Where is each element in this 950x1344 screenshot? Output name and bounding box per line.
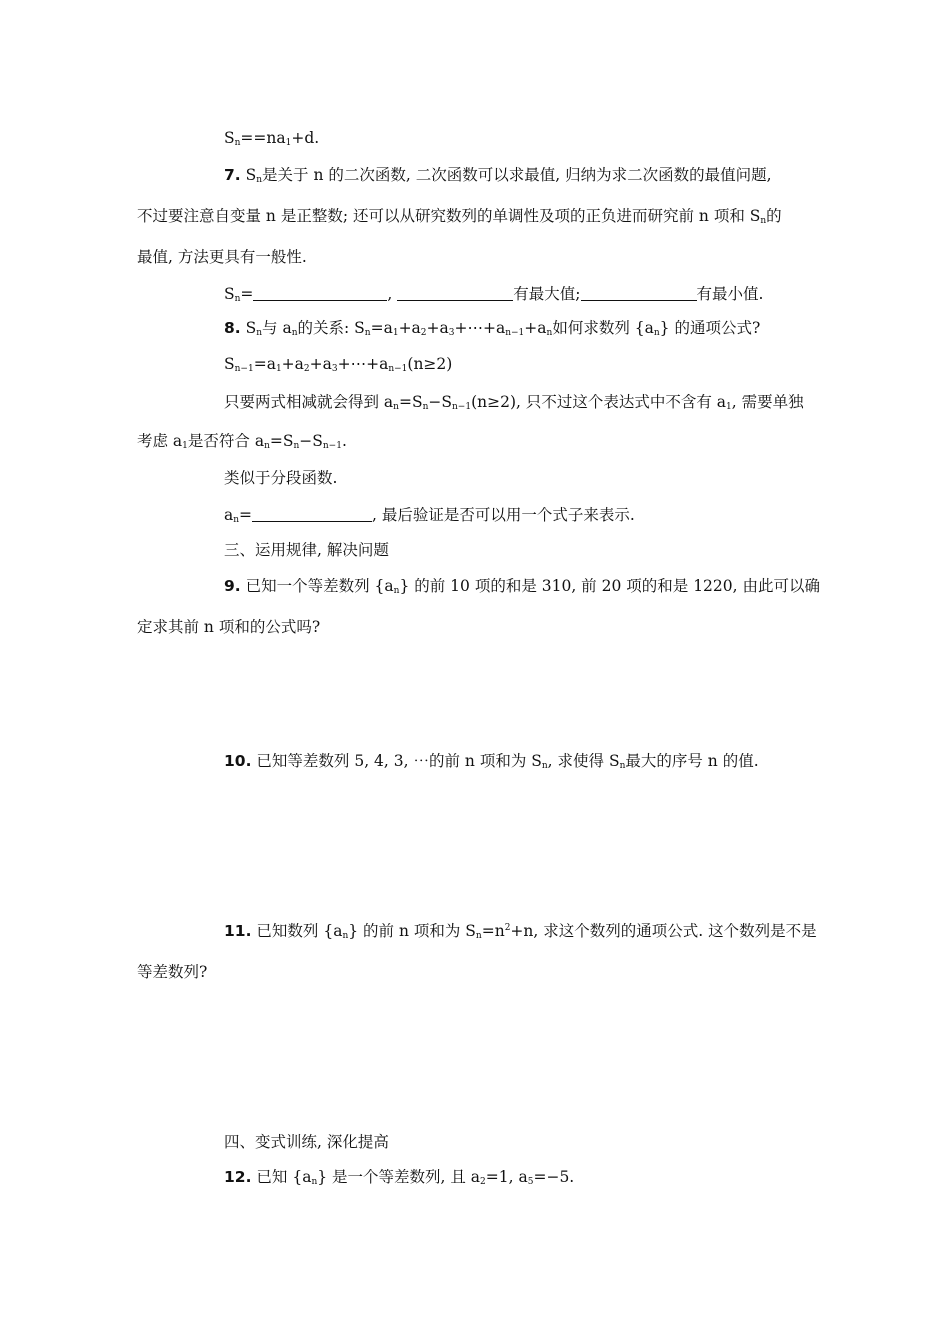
fill-in-sn-line: $S_n=$ , 有最大值; 有最小值.: [224, 285, 764, 304]
formula-sn-minus-1: $S_{n-1}=a_1+a_2+a_3+\cdots+a_{n-1}(n\ge 2)$: [224, 355, 453, 374]
question-9-line-2: 定求其前 n 项和的公式吗?: [137, 618, 321, 636]
question-number: 9.: [224, 577, 241, 595]
question-7-line-2: 不过要注意自变量 n 是正整数; 还可以从研究数列的单调性及项的正负进而研究前 n 项和 $S_n$的: [137, 207, 782, 226]
answer-blank[interactable]: [397, 286, 513, 301]
section-heading-3: 三、运用规律, 解决问题: [224, 541, 389, 559]
question-number: 8.: [224, 319, 241, 337]
subtraction-line: 只要两式相减就会得到 $a_n=S_n-S_{n-1}(n\ge 2)$, 只不过这个表达式中不含有 $a_1$, 需要单独: [224, 393, 804, 412]
fill-in-an-line: $a_n=$ , 最后验证是否可以用一个式子来表示.: [224, 506, 635, 525]
question-9-line-1: 9. 已知一个等差数列 $\{a_n\}$ 的前 10 项的和是 310, 前 20 项的和是 1220, 由此可以确: [224, 577, 820, 596]
answer-blank[interactable]: [253, 286, 387, 301]
question-11-line-1: 11. 已知数列 $\{a_n\}$ 的前 n 项和为 $S_n=n^2+n$, 求这个数列的通项公式. 这个数列是不是: [224, 922, 817, 941]
consider-line: 考虑 $a_1$是否符合 $a_n=S_n-S_{n-1}$.: [137, 432, 347, 451]
question-8-line: 8. $S_n$与 $a_n$的关系: $S_n=a_1+a_2+a_3+\cdots+a_{n-1}+a_n$如何求数列 $\{a_n\}$ 的通项公式?: [224, 319, 761, 338]
question-number: 11.: [224, 922, 252, 940]
question-11-line-2: 等差数列?: [137, 963, 208, 981]
question-7-line-3: 最值, 方法更具有一般性.: [137, 248, 307, 266]
answer-blank[interactable]: [252, 507, 372, 522]
question-number: 7.: [224, 166, 241, 184]
formula-sn-line: $S_n==na_1+d$.: [224, 129, 320, 148]
question-7-line-1: 7. $S_n$是关于 n 的二次函数, 二次函数可以求最值, 归纳为求二次函数的最值问题,: [224, 166, 772, 185]
answer-blank[interactable]: [581, 286, 697, 301]
question-number: 12.: [224, 1168, 252, 1186]
question-12: 12. 已知 $\{a_n\}$ 是一个等差数列, 且 $a_2=1$, $a_5=-5$.: [224, 1168, 575, 1187]
question-number: 10.: [224, 752, 252, 770]
piecewise-note: 类似于分段函数.: [224, 469, 338, 487]
section-heading-4: 四、变式训练, 深化提高: [224, 1133, 389, 1151]
question-10: 10. 已知等差数列 5, 4, 3, ⋯的前 n 项和为 $S_n$, 求使得 $S_n$最大的序号 n 的值.: [224, 752, 759, 771]
